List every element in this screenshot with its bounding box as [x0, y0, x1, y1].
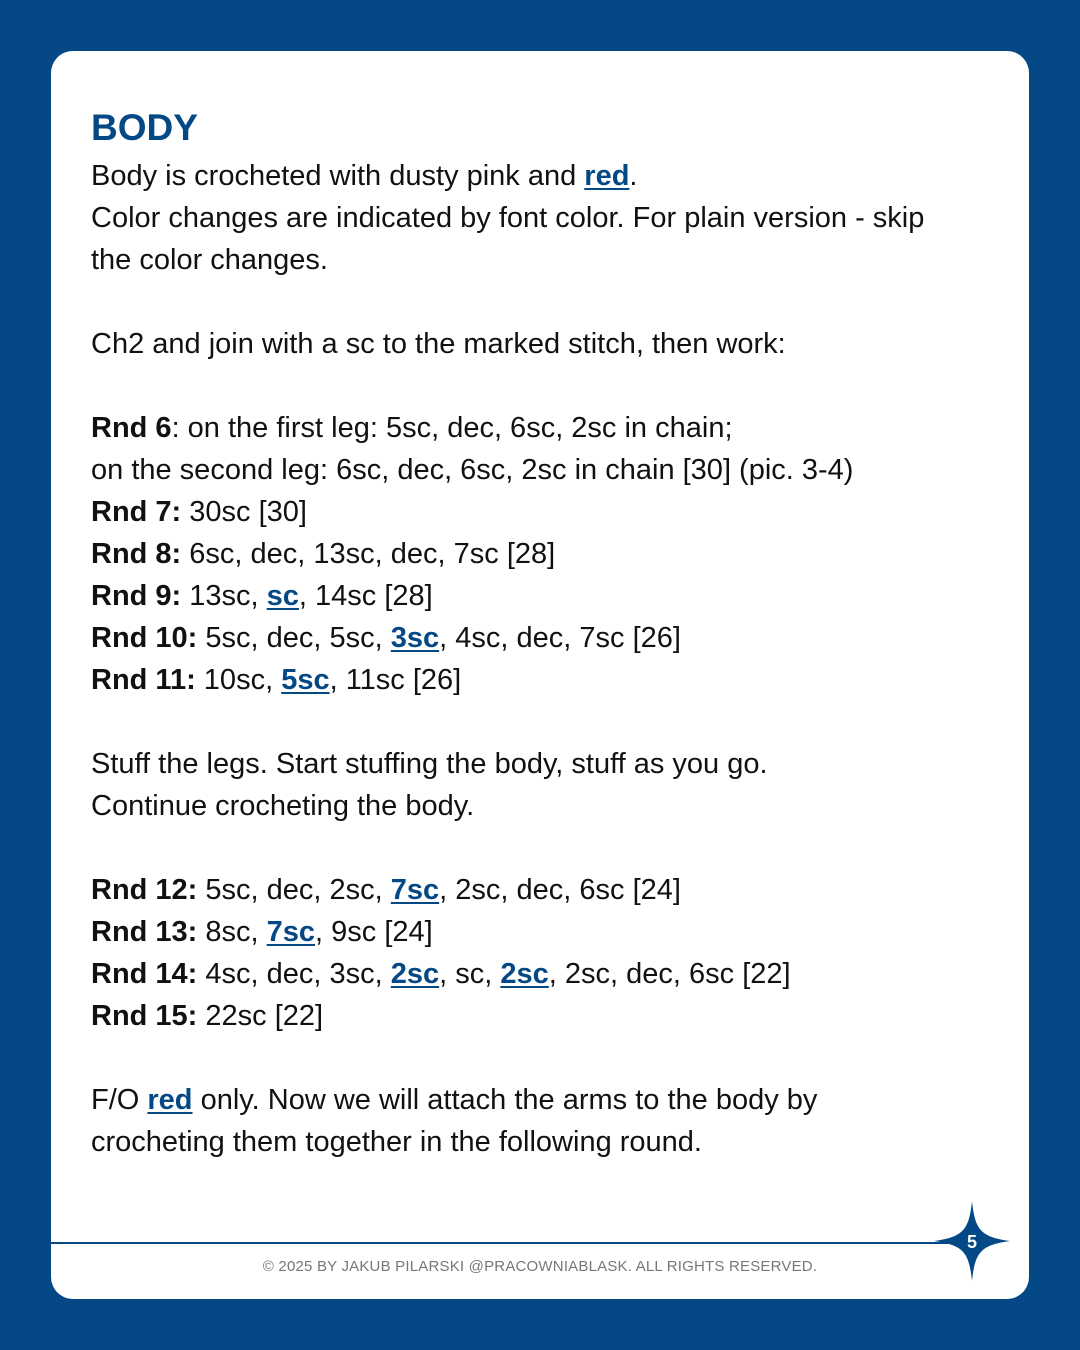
- round-label: Rnd 14:: [91, 958, 198, 990]
- pattern-content: [91, 107, 991, 1163]
- color-change-stitch: 5sc: [281, 664, 330, 696]
- spacer: [91, 281, 991, 323]
- stuff-line-1: Stuff the legs. Start stuffing the body, stuff as you go.: [91, 748, 768, 780]
- round-14: Rnd 14: 4sc, dec, 3sc, 2sc, sc, 2sc, 2sc, dec, 6sc [22]: [91, 958, 791, 990]
- stuff-line-2: Continue crocheting the body.: [91, 790, 475, 822]
- spacer: [91, 827, 991, 869]
- spacer: [91, 365, 991, 407]
- spacer: [91, 701, 991, 743]
- color-red-label: red: [147, 1084, 193, 1116]
- round-6: Rnd 6: on the first leg: 5sc, dec, 6sc, 2sc in chain;: [91, 412, 733, 444]
- round-7: Rnd 7: 30sc [30]: [91, 496, 307, 528]
- copyright-text: © 2025 BY JAKUB PILARSKI @PRACOWNIABLASK. ALL RIGHTS RESERVED.: [262, 1258, 818, 1275]
- footer-divider: [51, 1242, 971, 1244]
- round-12: Rnd 12: 5sc, dec, 2sc, 7sc, 2sc, dec, 6sc [24]: [91, 874, 681, 906]
- round-label: Rnd 12:: [91, 874, 198, 906]
- section-title: BODY: [91, 107, 198, 148]
- color-change-stitch: 7sc: [390, 874, 440, 906]
- round-label: Rnd 9:: [91, 580, 182, 612]
- color-change-stitch: sc: [266, 580, 299, 612]
- round-9: Rnd 9: 13sc, sc, 14sc [28]: [91, 580, 433, 612]
- intro-line-1: Body is crocheted with dusty pink and red.: [91, 160, 638, 192]
- round-13: Rnd 13: 8sc, 7sc, 9sc [24]: [91, 916, 433, 948]
- page-card: [51, 51, 1029, 1299]
- final-line-2: crocheting them together in the following round.: [91, 1126, 702, 1158]
- spacer: [91, 1037, 991, 1079]
- color-red-label: red: [584, 160, 630, 192]
- final-line-1: F/O red only. Now we will attach the arms to the body by: [91, 1084, 818, 1116]
- color-change-stitch: 2sc: [500, 958, 549, 990]
- intro-line-2: Color changes are indicated by font color. For plain version - skip: [91, 202, 925, 234]
- round-label: Rnd 8:: [91, 538, 182, 570]
- round-label: Rnd 6: [91, 412, 172, 444]
- color-change-stitch: 3sc: [390, 622, 440, 654]
- color-change-stitch: 7sc: [266, 916, 316, 948]
- page-number: 5: [966, 1232, 977, 1252]
- round-label: Rnd 10:: [91, 622, 198, 654]
- round-6-continued: on the second leg: 6sc, dec, 6sc, 2sc in chain [30] (pic. 3-4): [91, 454, 854, 486]
- round-8: Rnd 8: 6sc, dec, 13sc, dec, 7sc [28]: [91, 538, 556, 570]
- round-10: Rnd 10: 5sc, dec, 5sc, 3sc, 4sc, dec, 7sc [26]: [91, 622, 681, 654]
- start-instruction: Ch2 and join with a sc to the marked stitch, then work:: [91, 328, 786, 360]
- round-15: Rnd 15: 22sc [22]: [91, 1000, 324, 1032]
- round-label: Rnd 11:: [91, 664, 196, 696]
- round-11: Rnd 11: 10sc, 5sc, 11sc [26]: [91, 664, 462, 696]
- round-label: Rnd 15:: [91, 1000, 198, 1032]
- intro-line-3: the color changes.: [91, 244, 328, 276]
- round-label: Rnd 13:: [91, 916, 198, 948]
- round-label: Rnd 7:: [91, 496, 182, 528]
- color-change-stitch: 2sc: [390, 958, 440, 990]
